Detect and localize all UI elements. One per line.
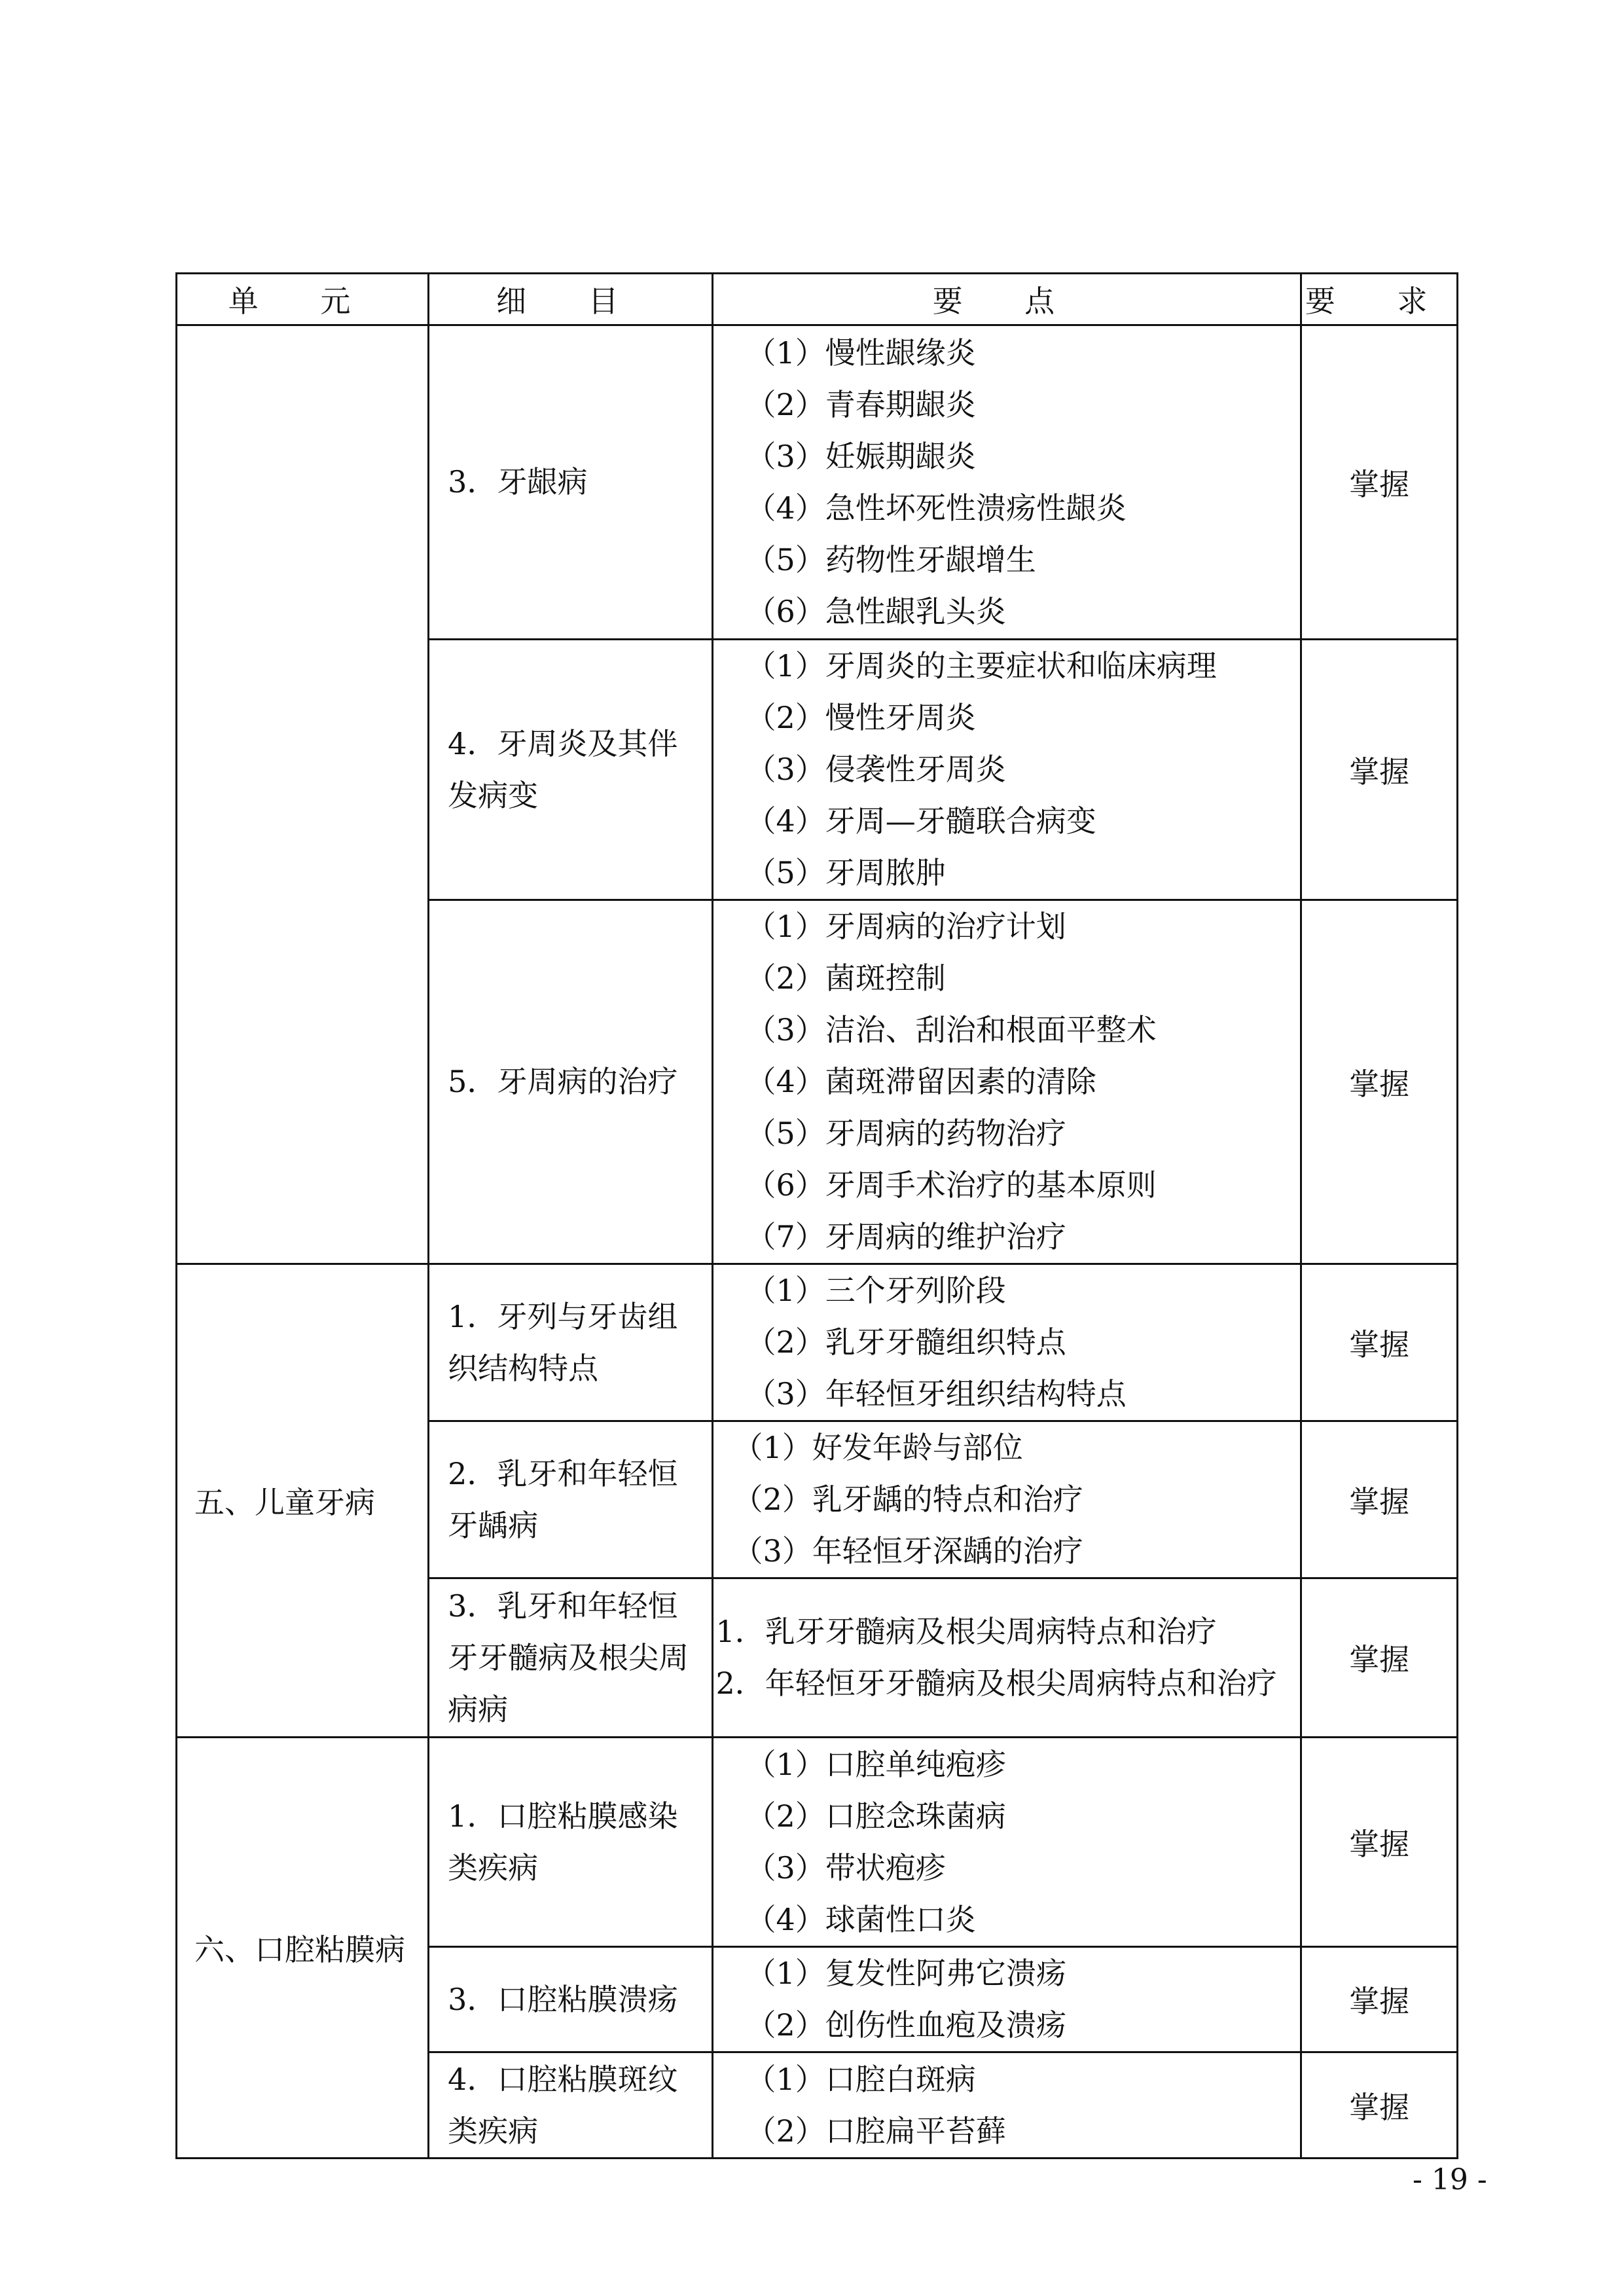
point-item: （2）乳牙龋的特点和治疗	[732, 1482, 1083, 1517]
point-item: （3）侵袭性牙周炎	[746, 752, 1006, 787]
points-cell	[712, 2052, 1301, 2159]
points-cell	[712, 900, 1301, 1264]
header-unit: 单 元	[177, 274, 429, 325]
requirement-cell: 掌握	[1301, 1264, 1458, 1421]
detail-cell: 3．乳牙和年轻恒牙牙髓病及根尖周病病	[429, 1578, 712, 1738]
point-item: （4）牙周—牙髓联合病变	[746, 803, 1096, 839]
point-item: （4）急性坏死性溃疡性龈炎	[746, 490, 1127, 526]
point-item: （2）慢性牙周炎	[746, 700, 976, 735]
requirement-cell: 掌握	[1301, 900, 1458, 1264]
syllabus-table	[175, 272, 1458, 2159]
point-item: （1）口腔单纯疱疹	[746, 1746, 1006, 1782]
point-item: （4）菌斑滞留因素的清除	[746, 1064, 1096, 1099]
point-item: （7）牙周病的维护治疗	[746, 1219, 1066, 1254]
point-item: （4）球菌性口炎	[746, 1901, 976, 1937]
table-header-row	[177, 274, 1458, 325]
table-row	[177, 1738, 1458, 1947]
point-item: （1）三个牙列阶段	[746, 1273, 1006, 1308]
point-item: （1）慢性龈缘炎	[746, 335, 976, 371]
point-item: （1）好发年龄与部位	[732, 1430, 1023, 1465]
points-cell	[712, 325, 1301, 640]
requirement-cell: 掌握	[1301, 2052, 1458, 2159]
detail-cell: 1．牙列与牙齿组织结构特点	[429, 1264, 712, 1421]
unit-cell	[177, 325, 429, 1264]
points-cell	[712, 1421, 1301, 1578]
point-item: （1）口腔白斑病	[746, 2061, 976, 2097]
requirement-cell: 掌握	[1301, 1578, 1458, 1738]
detail-cell: 4．口腔粘膜斑纹类疾病	[429, 2052, 712, 2159]
point-item: （5）牙周病的药物治疗	[746, 1116, 1066, 1151]
point-item: （2）青春期龈炎	[746, 386, 976, 422]
page-number: - 19 -	[1413, 2163, 1487, 2196]
point-item: （1）牙周病的治疗计划	[746, 909, 1066, 944]
point-item: （6）牙周手术治疗的基本原则	[746, 1167, 1157, 1203]
detail-cell: 1．口腔粘膜感染类疾病	[429, 1738, 712, 1947]
detail-cell: 2．乳牙和年轻恒牙龋病	[429, 1421, 712, 1578]
point-item: 1．乳牙牙髓病及根尖周病特点和治疗	[715, 1614, 1217, 1649]
requirement-cell: 掌握	[1301, 1738, 1458, 1947]
point-item: （3）年轻恒牙组织结构特点	[746, 1376, 1127, 1412]
detail-cell: 3．牙龈病	[429, 325, 712, 640]
point-item: （1）复发性阿弗它溃疡	[746, 1956, 1066, 1991]
points-cell	[712, 1738, 1301, 1947]
point-item: （3）年轻恒牙深龋的治疗	[732, 1533, 1083, 1569]
header-detail: 细 目	[429, 274, 712, 325]
requirement-cell: 掌握	[1301, 640, 1458, 900]
points-cell	[712, 640, 1301, 900]
point-item: （2）创伤性血疱及溃疡	[746, 2007, 1066, 2043]
point-item: （2）口腔扁平苔藓	[746, 2113, 1006, 2149]
unit-cell: 五、儿童牙病	[177, 1264, 429, 1738]
detail-cell: 3．口腔粘膜溃疡	[429, 1947, 712, 2052]
point-item: 2．年轻恒牙牙髓病及根尖周病特点和治疗	[715, 1666, 1277, 1701]
header-points: 要 点	[712, 274, 1301, 325]
table-row	[177, 325, 1458, 640]
requirement-cell: 掌握	[1301, 1421, 1458, 1578]
detail-cell: 4．牙周炎及其伴发病变	[429, 640, 712, 900]
points-cell	[712, 1264, 1301, 1421]
table-row	[177, 1264, 1458, 1421]
point-item: （1）牙周炎的主要症状和临床病理	[746, 648, 1217, 683]
unit-cell: 六、口腔粘膜病	[177, 1738, 429, 2159]
point-item: （6）急性龈乳头炎	[746, 593, 1006, 629]
point-item: （2）口腔念珠菌病	[746, 1798, 1006, 1834]
requirement-cell: 掌握	[1301, 1947, 1458, 2052]
point-item: （3）妊娠期龈炎	[746, 438, 976, 474]
requirement-cell: 掌握	[1301, 325, 1458, 640]
header-requirement: 要 求	[1301, 274, 1458, 325]
point-item: （3）带状疱疹	[746, 1850, 946, 1886]
point-item: （2）乳牙牙髓组织特点	[746, 1324, 1066, 1360]
points-cell	[712, 1947, 1301, 2052]
point-item: （2）菌斑控制	[746, 960, 946, 996]
point-item: （5）牙周脓肿	[746, 855, 946, 890]
point-item: （3）洁治、刮治和根面平整术	[746, 1012, 1157, 1048]
detail-cell: 5．牙周病的治疗	[429, 900, 712, 1264]
points-cell	[712, 1578, 1301, 1738]
point-item: （5）药物性牙龈增生	[746, 541, 1036, 577]
